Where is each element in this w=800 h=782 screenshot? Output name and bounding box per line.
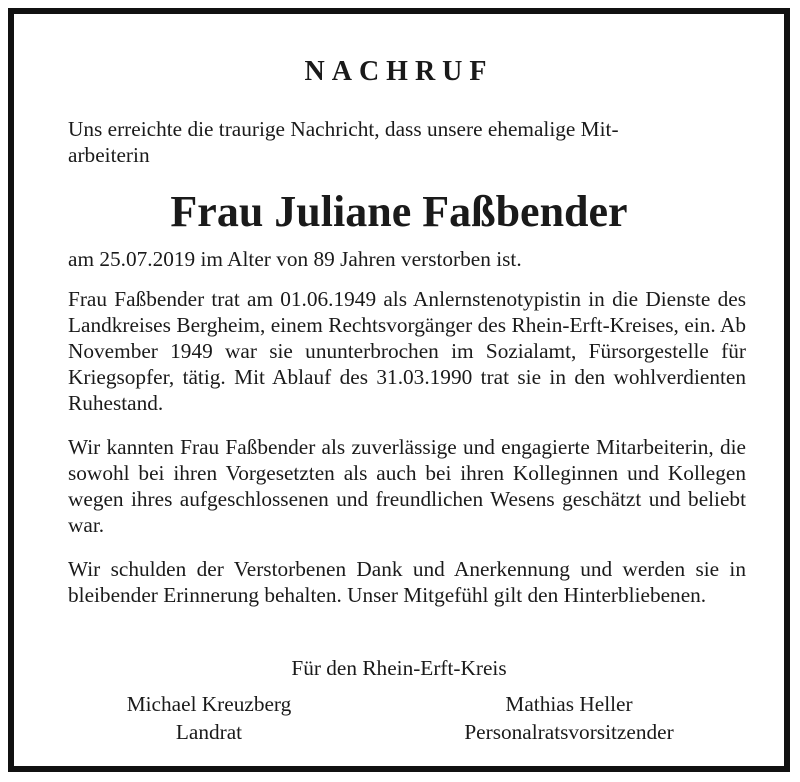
signatory-left — [74, 690, 344, 746]
signatory-right — [414, 690, 724, 746]
intro-line-1: Uns erreichte die traurige Nachricht, dass unsere ehemalige Mit- — [68, 117, 619, 141]
deceased-name: Frau Juliane Faßbender — [170, 187, 628, 236]
death-date-line: am 25.07.2019 im Alter von 89 Jahren verstorben ist. — [68, 247, 522, 271]
intro-line-2: arbeiterin — [68, 143, 150, 167]
signatory-name: Mathias Heller — [505, 692, 633, 716]
obituary-frame — [8, 8, 790, 772]
intro-text — [68, 116, 746, 168]
sender-line: Für den Rhein-Erft-Kreis — [291, 656, 507, 680]
signatory-role: Personalratsvorsitzender — [464, 720, 674, 744]
signatory-name: Michael Kreuzberg — [126, 692, 292, 716]
paragraph-career: Frau Faßbender trat am 01.06.1949 als Anlernstenotypistin in die Dienste des Landkreises Bergheim, einem Rechtsvorgänger des Rhein-Erft-Kreises, ein. Ab November 1949 war sie ununterbrochen im Sozialamt, Fürsorgestelle für Kriegsopfer, tätig. Mit Ablauf des 31.03.1990 trat sie in den wohlverdienten Ruhestand. — [68, 287, 746, 415]
paragraph-condolence: Wir schulden der Verstorbenen Dank und Anerkennung und werden sie in bleibender Erinnerung behalten. Unser Mitgefühl gilt den Hinterbliebenen. — [68, 557, 746, 607]
notice-title: NACHRUF — [304, 56, 494, 87]
paragraph-tribute: Wir kannten Frau Faßbender als zuverlässige und engagierte Mitarbeiterin, die sowohl bei ihren Vorgesetzten als auch bei ihren Kolleginnen und Kollegen wegen ihres aufgeschlossenen und freundlichen Wesens geschätzt und beliebt war. — [68, 435, 746, 537]
signatory-role: Landrat — [175, 720, 243, 744]
